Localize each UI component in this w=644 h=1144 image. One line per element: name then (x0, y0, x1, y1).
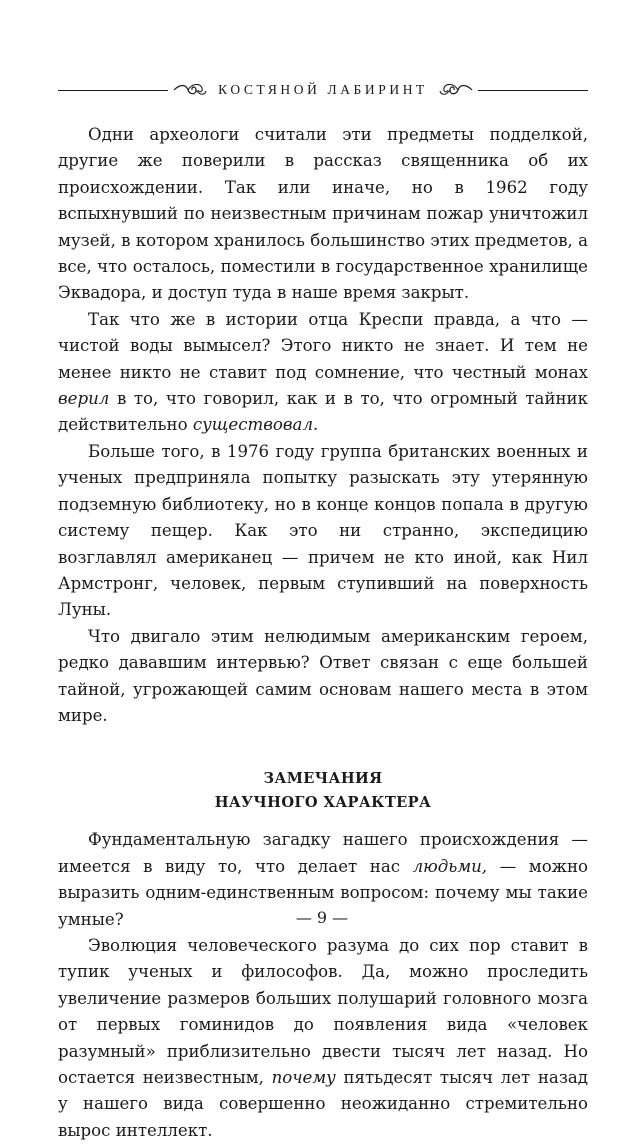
italic-run: людьми, (412, 856, 488, 876)
flourish-ornament-right-icon (438, 81, 474, 99)
running-head (58, 78, 588, 102)
body-text (58, 122, 588, 1144)
text-run: Эволюция человеческого разума до сих пор ставит в тупик ученых и философов. Да, можно проследить увеличение размеров больших полушарий головного мозга от первых гоминидов до появления вида «человек разумный» приблизительно двести тысяч лет назад. Но остается неизвестным, (58, 935, 588, 1087)
text-run: пятьдесят тысяч лет назад у нашего вида совершенно неожиданно стремительно вырос интеллект. (58, 1068, 588, 1140)
italic-run: верил (58, 389, 110, 409)
text-run: — можно выразить одним-единственным вопросом: почему мы такие умные? (58, 856, 588, 929)
running-head-rule-left (58, 90, 168, 91)
text-run: в то, что говорил, как и в то, что огромный тайник действительно (58, 389, 588, 435)
section-heading (58, 767, 588, 815)
italic-run: почему (271, 1068, 336, 1087)
text-run: Больше того, в 1976 году группа британских военных и ученых предприняла попытку разыскать эту утерянную подземную библиотеку, но в конце концов попала в другую систему пещер. Как это ни странно, экспедицию возглавлял американец — причем не кто иной, как Нил Армстронг, человек, первым ступивший на поверхность Луны. (58, 441, 588, 620)
paragraph-2 (58, 307, 588, 439)
section-heading-line-2: НАУЧНОГО ХАРАКТЕРА (214, 794, 432, 812)
paragraph-3 (58, 439, 588, 624)
paragraph-1 (58, 122, 588, 307)
running-head-title: КОСТЯНОЙ ЛАБИРИНТ (218, 82, 428, 97)
running-head-rule-right (478, 90, 588, 91)
section-paragraph-2 (58, 933, 588, 1144)
page-number: — 9 — (295, 908, 349, 927)
text-run: Что двигало этим нелюдимым американским героем, редко дававшим интервью? Ответ связан с еще большей тайной, угрожающей самим основам нашего места в этом мире. (58, 626, 588, 725)
italic-run: существовал. (192, 415, 319, 435)
paragraph-4 (58, 624, 588, 730)
text-run: Так что же в истории отца Креспи правда, а что — чистой воды вымысел? Этого никто не знает. И тем не менее никто не ставит под сомнение, что честный монах (58, 309, 588, 382)
text-run: Одни археологи считали эти предметы подделкой, другие же поверили в рассказ священника об их происхождении. Так или иначе, но в 1962 году вспыхнувший по неизвестным причинам пожар уничтожил музей, в котором хранилось большинство этих предметов, а все, что осталось, поместили в государственное хранилище Эквадора, и доступ туда в наше время закрыт. (58, 125, 588, 303)
section-heading-line-1: ЗАМЕЧАНИЯ (263, 770, 383, 788)
text-run: Фундаментальную загадку нашего происхождения — имеется в виду то, что делает нас (58, 830, 588, 876)
flourish-ornament-left-icon (172, 81, 208, 99)
